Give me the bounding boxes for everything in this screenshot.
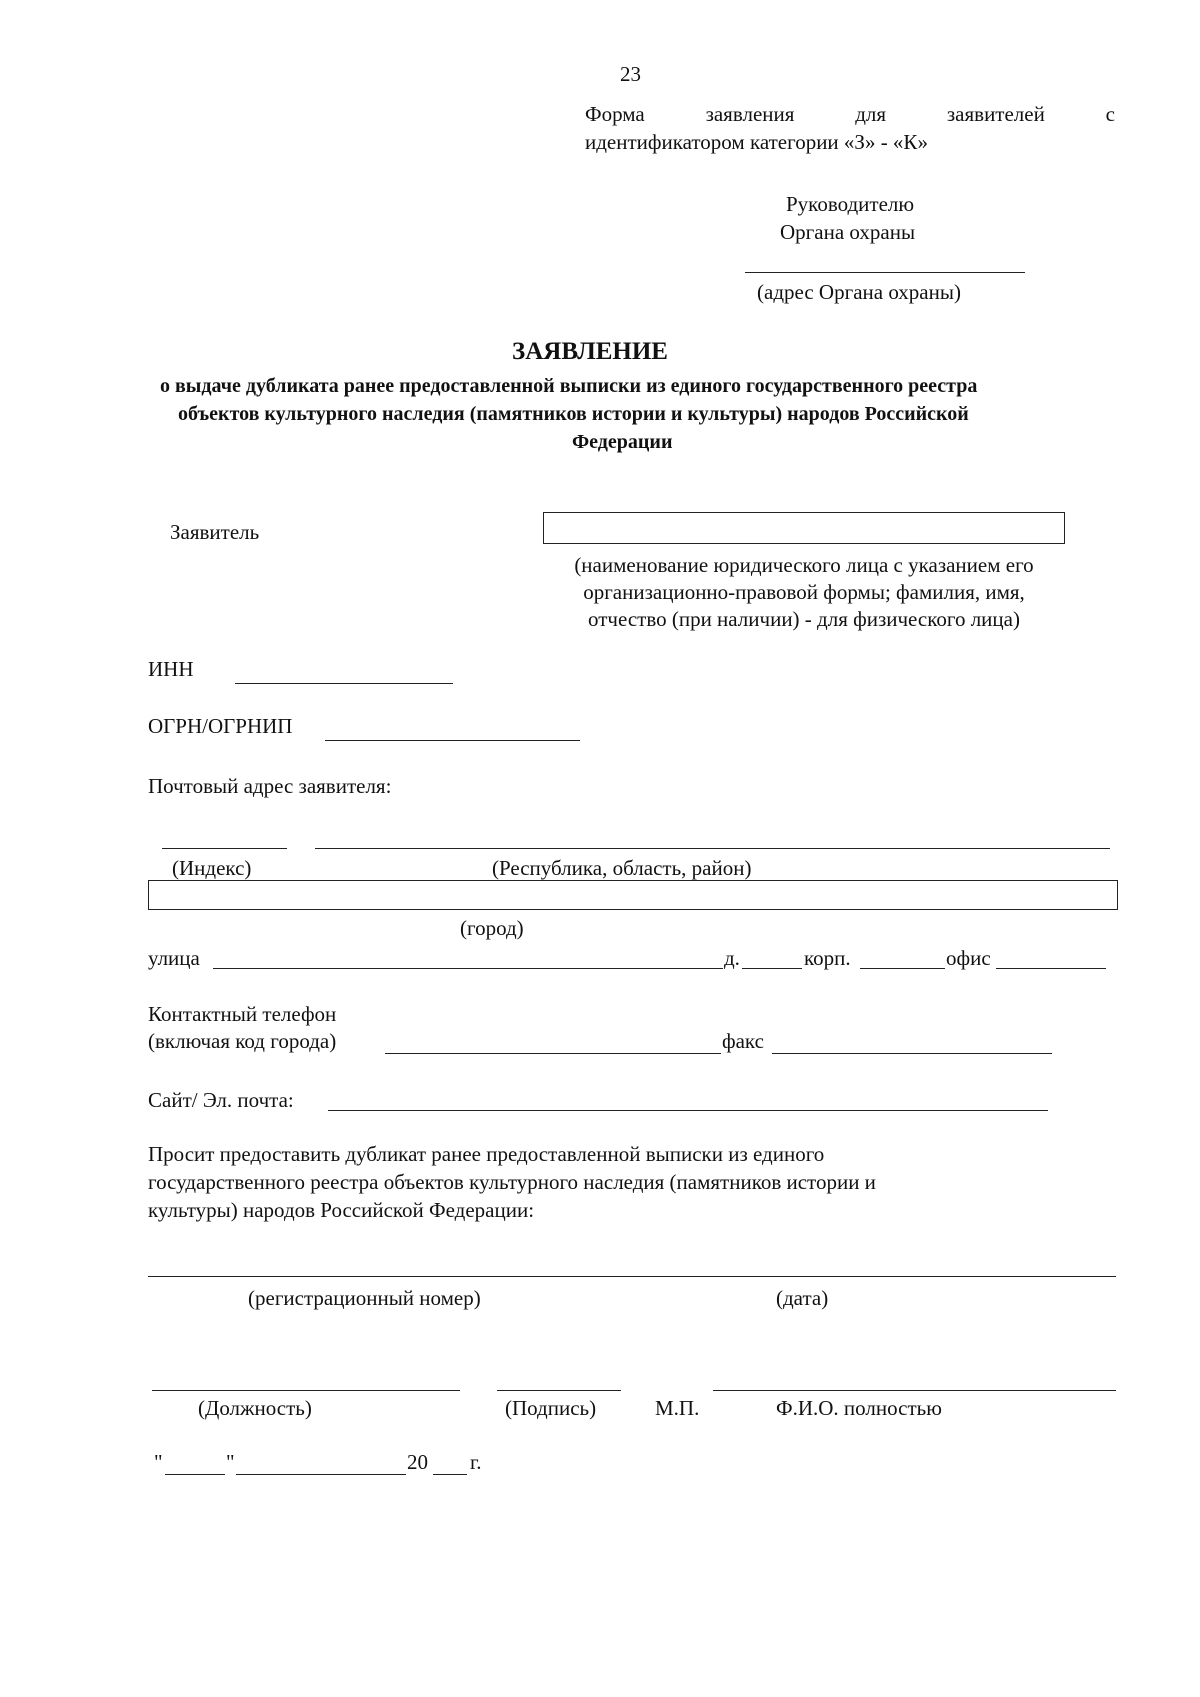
registration-number-caption: (регистрационный номер) (248, 1286, 481, 1310)
position-caption: (Должность) (198, 1396, 312, 1420)
house-label: д. (724, 946, 740, 970)
addressee-address-line[interactable] (745, 272, 1025, 273)
title-subtitle-line2: объектов культурного наследия (памятников истории и культуры) народов Российской (178, 403, 969, 425)
office-label: офис (946, 946, 991, 970)
postal-city-box[interactable] (148, 880, 1118, 910)
title-subtitle-line3: Федерации (572, 431, 673, 453)
form-note-word: заявления (705, 102, 795, 126)
signature-caption: (Подпись) (505, 1396, 597, 1420)
fax-label: факс (722, 1029, 764, 1053)
request-text-line3: культуры) народов Российской Федерации: (148, 1198, 535, 1222)
date-month-field[interactable] (236, 1474, 406, 1475)
site-email-field[interactable] (328, 1110, 1048, 1111)
street-label: улица (148, 946, 200, 970)
applicant-caption-line2: организационно-правовой формы; фамилия, имя, (583, 580, 1025, 604)
ogrn-label: ОГРН/ОГРНИП (148, 714, 293, 738)
postal-region-caption: (Республика, область, район) (492, 856, 752, 880)
form-note-line1 (585, 100, 1115, 128)
document-title: ЗАЯВЛЕНИЕ (512, 338, 668, 365)
site-email-label: Сайт/ Эл. почта: (148, 1088, 294, 1112)
applicant-input-box[interactable] (543, 512, 1065, 544)
position-field[interactable] (152, 1390, 460, 1391)
title-subtitle-line1: о выдаче дубликата ранее предоставленной выписки из единого государственного реестра (160, 375, 978, 397)
date-year-prefix: 20 (407, 1450, 428, 1474)
form-note-word: с (1105, 102, 1115, 126)
fax-field[interactable] (772, 1053, 1052, 1054)
request-text-line1: Просит предоставить дубликат ранее предоставленной выписки из единого (148, 1142, 825, 1166)
ogrn-field[interactable] (325, 740, 580, 741)
addressee-address-caption: (адрес Органа охраны) (757, 280, 961, 304)
date-year-suffix: г. (470, 1450, 482, 1474)
page-number: 23 (620, 62, 641, 86)
form-note-word: заявителей (946, 102, 1045, 126)
phone-label-line1: Контактный телефон (148, 1002, 337, 1026)
registration-date-field[interactable] (148, 1276, 1116, 1277)
date-year-field[interactable] (433, 1474, 467, 1475)
fullname-field[interactable] (713, 1390, 1116, 1391)
postal-address-label: Почтовый адрес заявителя: (148, 774, 392, 798)
inn-field[interactable] (235, 683, 453, 684)
house-field[interactable] (742, 968, 802, 969)
phone-field[interactable] (385, 1053, 721, 1054)
request-text-line2: государственного реестра объектов культурного наследия (памятников истории и (148, 1170, 876, 1194)
postal-index-field[interactable] (162, 848, 287, 849)
fullname-caption: Ф.И.О. полностью (776, 1396, 942, 1420)
date-caption: (дата) (776, 1286, 829, 1310)
office-field[interactable] (996, 968, 1106, 969)
building-field[interactable] (860, 968, 945, 969)
postal-region-field[interactable] (315, 848, 1110, 849)
applicant-label: Заявитель (170, 520, 260, 544)
signature-field[interactable] (497, 1390, 621, 1391)
applicant-caption-line3: отчество (при наличии) - для физического лица) (588, 607, 1020, 631)
applicant-caption-line1: (наименование юридического лица с указанием его (574, 553, 1034, 577)
inn-label: ИНН (148, 657, 194, 681)
addressee-line1: Руководителю (786, 192, 915, 216)
form-note-word: для (855, 102, 887, 126)
addressee-line2: Органа охраны (780, 220, 916, 244)
building-label: корп. (804, 946, 851, 970)
phone-label-line2: (включая код города) (148, 1029, 337, 1053)
date-quote-close: " (226, 1450, 235, 1474)
date-day-field[interactable] (165, 1474, 225, 1475)
postal-city-caption: (город) (460, 916, 524, 940)
street-field[interactable] (213, 968, 723, 969)
stamp-label: М.П. (655, 1396, 700, 1420)
postal-index-caption: (Индекс) (172, 856, 252, 880)
date-quote-open: " (154, 1450, 163, 1474)
form-note-word: Форма (585, 102, 645, 126)
form-note-line2: идентификатором категории «З» - «К» (585, 130, 928, 154)
